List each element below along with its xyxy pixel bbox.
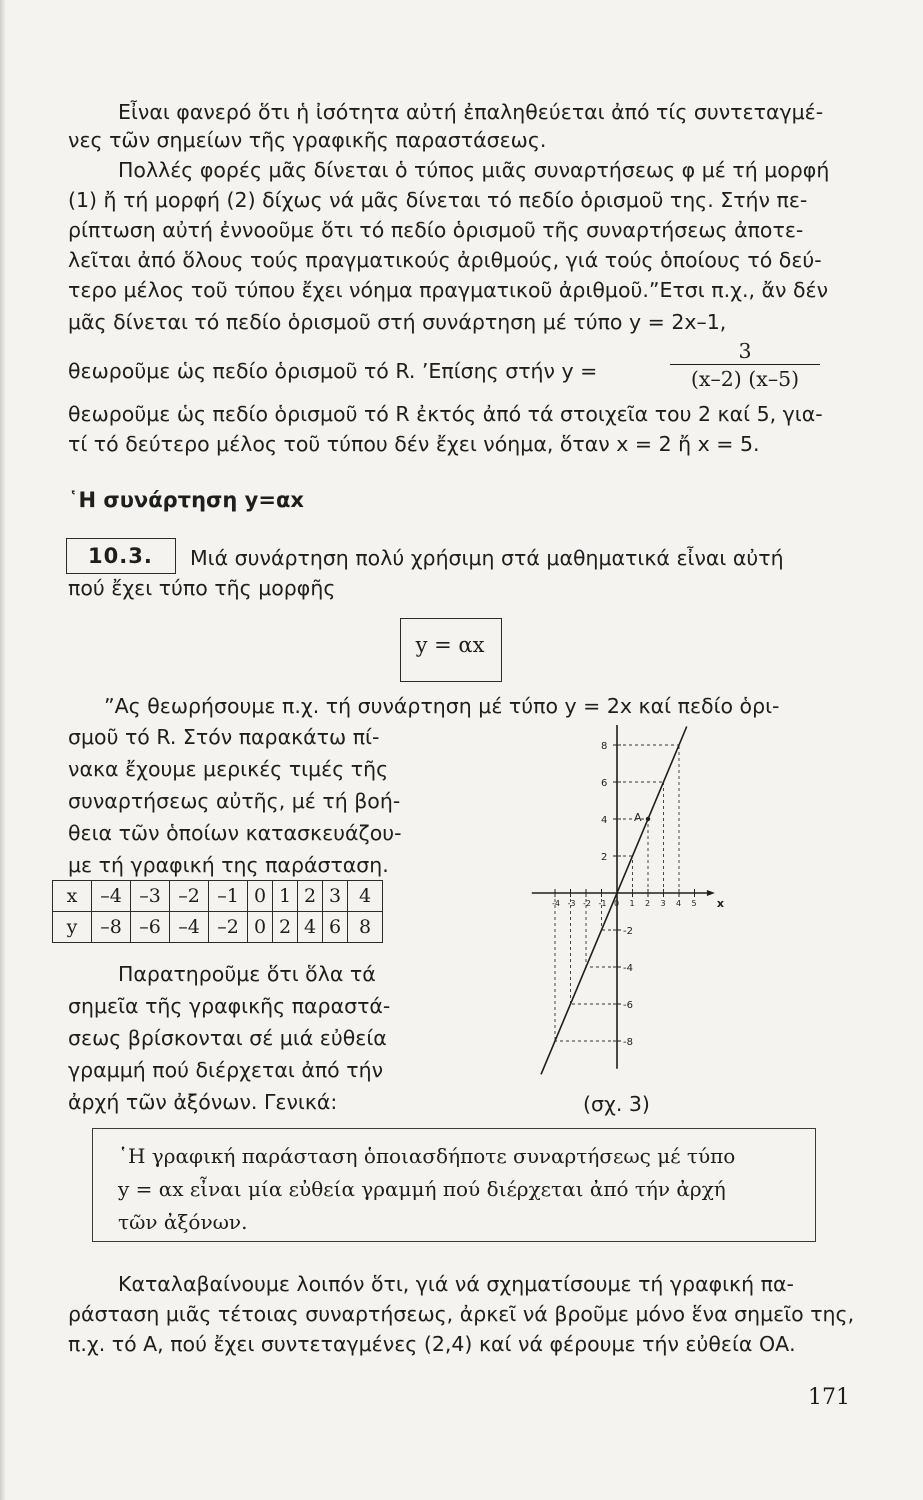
y-tick-label: -8 (623, 1037, 633, 1048)
conclusion-line2: ράσταση μιᾶς τέτοιας συναρτήσεως, ἀρκεῖ νά βροῦμε μόνο ἕνα σημεῖο της, (68, 1302, 855, 1326)
observation-line4: γραμμή πού διέρχεται ἀπό τήν (68, 1058, 384, 1082)
example-line4: συναρτήσεως αὐτῆς, μέ τή βοή- (68, 789, 401, 813)
table-cell: 2 (273, 912, 298, 943)
section-title: ῾Η συνάρτηση y=αx (68, 488, 304, 512)
table-cell: 4 (298, 912, 323, 943)
table-cell: –4 (92, 881, 131, 912)
conclusion-line1: Καταλαβαίνουμε λοιπόν ὅτι, γιά νά σχηματίσουμε τή γραφική πα- (118, 1272, 794, 1296)
fraction (670, 338, 820, 393)
paragraph3-line2: τί τό δεύτερο μέλος τοῦ τύπου δέν ἔχει νόημα, ὅταν x = 2 ἤ x = 5. (68, 432, 760, 456)
x-tick-label: 1 (629, 899, 635, 908)
example-line2: σμοῦ τό R. Στόν παρακάτω πί- (68, 725, 380, 749)
table-cell: 6 (323, 912, 348, 943)
observation-line5: ἀρχή τῶν ἀξόνων. Γενικά: (68, 1090, 338, 1114)
table-cell: 4 (348, 881, 383, 912)
definition-line1: ῾Η γραφική παράσταση ὁποιασδήποτε συναρτήσεως μέ τύπο (118, 1144, 736, 1168)
y-tick-label: 2 (601, 852, 608, 863)
paragraph2-line4: λεῖται ἀπό ὅλους τούς πραγματικούς ἀριθμούς, γιά τούς ὁποίους τό δεύ- (68, 248, 822, 272)
table-row-x (53, 881, 383, 912)
y-tick-label: 6 (601, 778, 608, 789)
formula: y = αx (415, 633, 485, 657)
fraction-numerator: 3 (738, 339, 752, 363)
table-cell: 0 (248, 881, 273, 912)
x-tick-label: -4 (552, 899, 560, 908)
x-tick-label: 0 (614, 899, 620, 908)
paragraph2-line1: Πολλές φορές μᾶς δίνεται ὁ τύπος μιᾶς συναρτήσεως φ μέ τή μορφή (118, 158, 830, 182)
example-line1: ˮΑς θεωρήσουμε π.χ. τή συνάρτηση μέ τύπο y = 2x καί πεδίο ὁρι- (104, 694, 780, 718)
point-a-label: A (634, 811, 642, 824)
x-axis-arrow (707, 890, 715, 896)
example-line5: θεια τῶν ὁποίων κατασκευάζου- (68, 821, 402, 845)
table-cell: –8 (92, 912, 131, 943)
graph-layer (532, 725, 724, 1074)
paragraph2-line2: (1) ἤ τή μορφή (2) δίχως νά μᾶς δίνεται τό πεδίο ὁρισμοῦ της. Στήν πε- (68, 188, 808, 212)
graph-figure (505, 725, 765, 1085)
x-axis-label: x (716, 897, 725, 910)
section-intro-line1: Μιά συνάρτηση πολύ χρήσιμη στά μαθηματικά εἶναι αὐτή (190, 546, 784, 570)
table-cell: –4 (170, 912, 209, 943)
fraction-denominator: (x–2) (x–5) (670, 364, 820, 393)
y-tick-label: 8 (601, 741, 608, 752)
y-tick-label: -6 (623, 1000, 633, 1011)
table-cell: 8 (348, 912, 383, 943)
table-cell: 1 (273, 881, 298, 912)
table-cell: –6 (131, 912, 170, 943)
example-line6: με τή γραφική της παράσταση. (68, 853, 389, 877)
x-tick-label: -2 (583, 899, 591, 908)
table-row-y (53, 912, 383, 943)
values-table (52, 880, 383, 943)
y-tick-label: 4 (601, 815, 608, 826)
paragraph3-line1: θεωροῦμε ὡς πεδίο ὁρισμοῦ τό R ἐκτός ἀπό τά στοιχεῖα του 2 καί 5, για- (68, 402, 823, 426)
page-number: 171 (808, 1385, 850, 1410)
definition-line3: τῶν ἀξόνων. (118, 1210, 248, 1234)
x-tick-label: 4 (676, 899, 682, 908)
figure-caption: (σχ. 3) (583, 1092, 650, 1116)
paragraph2-line6: μᾶς δίνεται τό πεδίο ὁρισμοῦ στή συνάρτηση μέ τύπο y = 2x–1, (68, 310, 727, 334)
table-cell: –3 (131, 881, 170, 912)
conclusion-line3: π.χ. τό A, πού ἔχει συντεταγμένες (2,4) καί νά φέρουμε τήν εὐθεία ΟΑ. (68, 1332, 796, 1356)
observation-line1: Παρατηροῦμε ὅτι ὅλα τά (118, 962, 376, 986)
paragraph2-line5: τερο μέλος τοῦ τύπου ἔχει νόημα πραγματικοῦ ἀριθμοῦ.ˮΕτσι π.χ., ἄν δέν (68, 278, 829, 302)
table-cell: –1 (209, 881, 248, 912)
section-intro-line2: πού ἔχει τύπο τῆς μορφῆς (68, 576, 336, 600)
paragraph2-line3: ρίπτωση αὐτή ἐννοοῦμε ὅτι τό πεδίο ὁρισμοῦ τῆς συναρτήσεως ἀποτε- (68, 218, 804, 242)
observation-line2: σημεῖα τῆς γραφικῆς παραστά- (68, 994, 391, 1018)
definition-line2: y = αx εἶναι μία εὐθεία γραμμή πού διέρχεται ἀπό τήν ἀρχή (118, 1177, 726, 1201)
y-tick-label: -4 (623, 963, 633, 974)
x-tick-label: -1 (598, 899, 607, 908)
x-tick-label: 2 (645, 899, 651, 908)
paragraph1-line1: Εἶναι φανερό ὅτι ἡ ἰσότητα αὐτή ἐπαληθεύεται ἀπό τίς συντεταγμέ- (118, 100, 824, 124)
x-tick-label: -3 (567, 899, 576, 908)
table-cell: 3 (323, 881, 348, 912)
y-tick-label: -2 (623, 926, 633, 937)
table-cell: –2 (170, 881, 209, 912)
section-number: 10.3. (88, 544, 153, 568)
x-tick-label: 5 (691, 899, 697, 908)
example-line3: νακα ἔχουμε μερικές τιμές τῆς (68, 757, 389, 781)
paragraph1-line2: νες τῶν σημείων τῆς γραφικῆς παραστάσεως. (68, 128, 547, 152)
fraction-line-prefix: θεωροῦμε ὡς πεδίο ὁρισμοῦ τό R. ’Επίσης στήν y = (68, 359, 598, 383)
table-cell: y (53, 912, 92, 943)
table-cell: –2 (209, 912, 248, 943)
table-cell: 2 (298, 881, 323, 912)
table-cell: x (53, 881, 92, 912)
page-edge (0, 0, 6, 1500)
observation-line3: σεως βρίσκονται σέ μιά εὐθεία (68, 1026, 387, 1050)
point-a (646, 817, 650, 821)
x-tick-label: 3 (660, 899, 666, 908)
table-cell: 0 (248, 912, 273, 943)
